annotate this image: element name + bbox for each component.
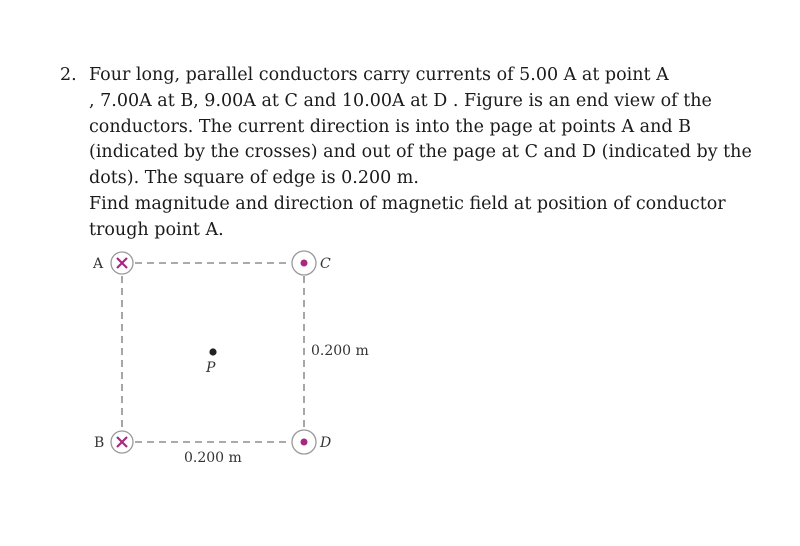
conductor-c-dot-icon (292, 251, 316, 275)
conductor-b-cross-icon (111, 431, 133, 453)
conductor-d-dot-icon (292, 430, 316, 454)
label-side-length: 0.200 m (311, 343, 369, 359)
problem-line: (indicated by the crosses) and out of the page at C and D (indicated by the (89, 142, 752, 163)
label-p: P (206, 360, 216, 376)
label-bottom-length: 0.200 m (184, 450, 242, 466)
label-b: B (94, 435, 105, 451)
label-c: C (320, 256, 331, 272)
point-p-marker (209, 348, 216, 355)
problem-line: Find magnitude and direction of magnetic field at position of conductor (89, 193, 726, 214)
problem-line: trough point A. (89, 219, 224, 240)
problem-line: , 7.00A at B, 9.00A at C and 10.00A at D . Figure is an end view of the (89, 90, 712, 111)
problem-line: Four long, parallel conductors carry currents of 5.00 A at point A (89, 65, 669, 85)
conductor-a-cross-icon (111, 252, 133, 274)
label-d: D (320, 435, 332, 451)
problem-number: 2. (60, 65, 77, 85)
label-a: A (93, 256, 104, 272)
problem-line: dots). The square of edge is 0.200 m. (89, 168, 419, 189)
problem-line: conductors. The current direction is into the page at points A and B (89, 116, 691, 137)
